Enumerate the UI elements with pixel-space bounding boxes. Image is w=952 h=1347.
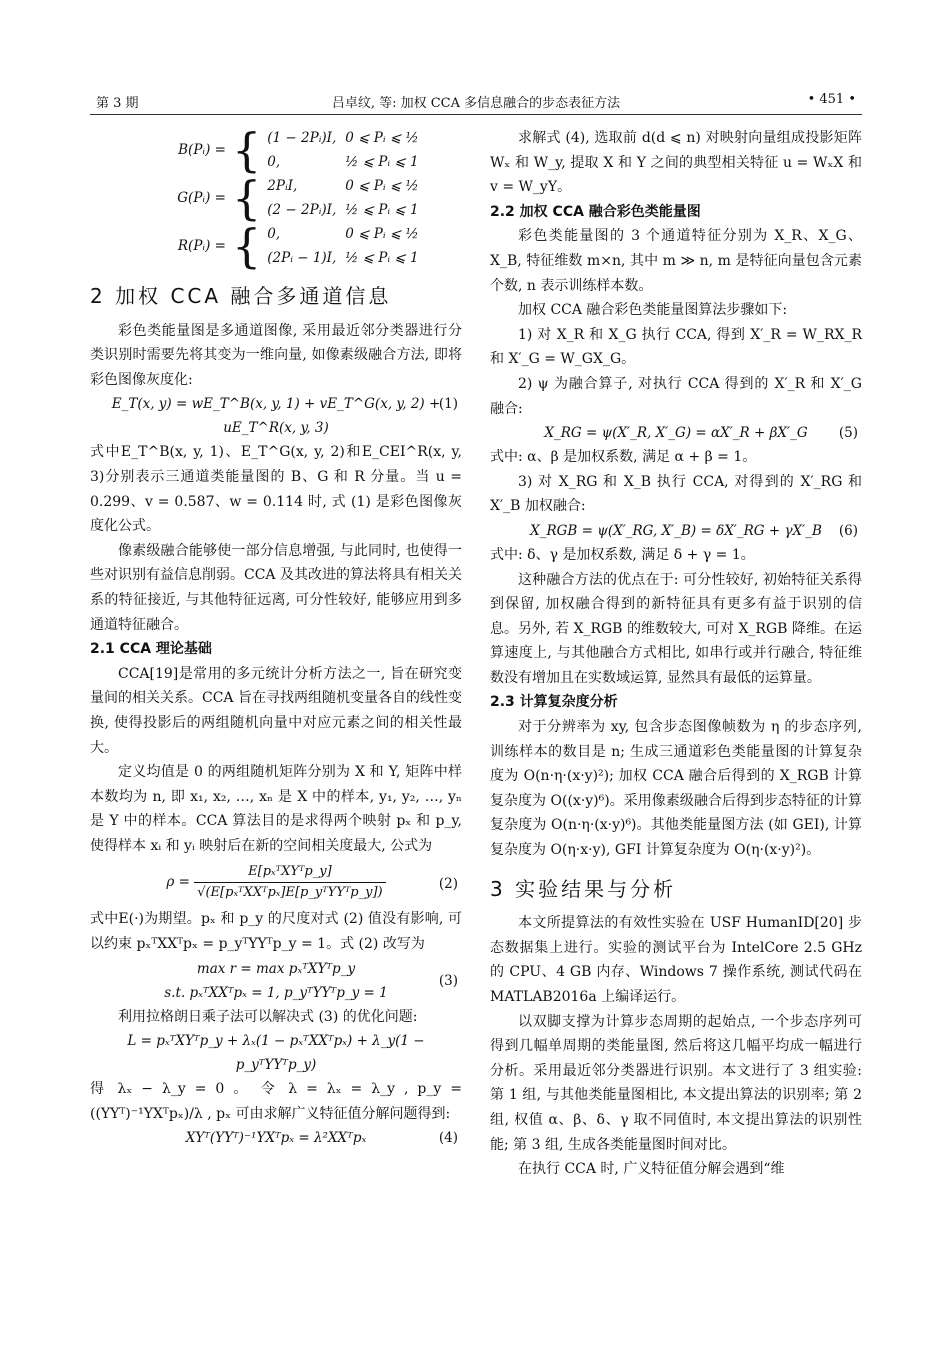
paragraph: 本文所提算法的有效性实验在 USF HumanID[20] 步态数据集上进行。实验的测试平台为 IntelCore 2.5 GHz 的 CPU、4 GB 内存、Windows 7 操作系统, 测试代码在 MATLAB2016a 上编译运行。 [490, 915, 862, 1005]
section-3-title: 3 实验结果与分析 [490, 876, 677, 901]
paragraph: 定义均值是 0 的两组随机矩阵分别为 X 和 Y, 矩阵中样本数均为 n, 即 x₁, x₂, …, xₙ 是 X 中的样本, y₁, y₂, …, yₙ 是 Y 中的样本。CCA 算法目的是求得两个映射 pₓ 和 p_y, 使得样本 xᵢ 和 yᵢ 映射后在新的空间相关度最大, 公式为 [90, 764, 462, 854]
equation-1: E_T(x, y) = wE_T^B(x, y, 1) + vE_T^G(x, y, 2) + uE_T^R(x, y, 3) (1) [111, 396, 458, 437]
paragraph: 得 λₓ − λ_y = 0 。 令 λ = λₓ = λ_y , p_y = ((YYᵀ)⁻¹YXᵀpₓ)/λ , pₓ 可由求解广义特征值分解问题得到: [90, 1081, 462, 1122]
paragraph: 3) 对 X_RG 和 X_B 执行 CCA, 对得到的 X′_RG 和 X′_B 加权融合: [490, 473, 862, 515]
equation-3: max r = max pₓᵀXYᵀp_y s.t. pₓᵀXXᵀpₓ = 1, p_yᵀYYᵀp_y = 1 (3) [164, 960, 458, 1001]
equation-2: ρ = $\frac{\text{E[pₓᵀXYᵀp\_y]}}{\text{√(E[pₓᵀXXᵀpₓ]E[p\_yᵀYYᵀp\_y])}}$ (2) [166, 864, 458, 901]
piecewise-R: R(Pᵢ) = { 0, 0 ⩽ Pᵢ ⩽ ½ (2Pᵢ − 1)I, ½ ⩽ Pᵢ ⩽ 1 [177, 219, 419, 273]
paragraph: 以双脚支撑为计算步态周期的起始点, 一个步态序列可得到几幅单周期的类能量图, 然后将这几幅平均成一幅进行分析。采用最近邻分类器进行识别。本文进行了 3 组实验: 第 1 组, 与其他类能量图相比, 本文提出算法的识别率; 第 2 组, 权值 α、β、δ、γ 取不同值时, 本文提出算法的识别性能; 第 3 组, 生成各类能量图时间对比。 [490, 1013, 862, 1153]
piecewise-B: B(Pᵢ) = { (1 − 2Pᵢ)I, 0 ⩽ Pᵢ ⩽ ½ 0, ½ ⩽ Pᵢ ⩽ 1 [178, 123, 419, 177]
equation-6: X_RGB = ψ(X′_RG, X′_B) = δX′_RG + γX′_B (6) [530, 522, 858, 539]
piecewise-G: G(Pᵢ) = { 2PᵢI, 0 ⩽ Pᵢ ⩽ ½ (2 − 2Pᵢ)I, ½ ⩽ Pᵢ ⩽ 1 [177, 171, 419, 225]
paragraph: 式中E_T^B(x, y, 1)、E_T^G(x, y, 2)和E_CEI^R(x, y, 3)分别表示三通道类能量图的 B、G 和 R 分量。当 u = 0.299、v = 0.587、w = 0.114 时, 式 (1) 是彩色图像灰度化公式。 [90, 444, 462, 535]
paragraph: CCA[19]是常用的多元统计分析方法之一, 旨在研究变量间的相关关系。CCA 旨在寻找两组随机变量各自的线性变换, 使得投影后的两组随机向量中对应元素之间的相关性最大。 [90, 665, 462, 756]
page-number: • 451 • [807, 92, 856, 107]
paragraph: 对于分辨率为 xy, 包含步态图像帧数为 η 的步态序列, 训练样本的数目是 n; 生成三通道彩色类能量图的计算复杂度为 O(n·η·(x·y)²); 加权 CCA 融合后得到的 X_RGB 计算复杂度为 O((x·y)⁶)。采用像素级融合后得到步态特征的计算复杂度为 O(n·η·(x·y)⁶)。其他类能量图方法 (如 GEI), 计算复杂度为 O(η·x·y), GFI 计算复杂度为 O(η·(x·y)²)。 [490, 719, 862, 859]
paragraph: 利用拉格朗日乘子法可以解决式 (3) 的优化问题: [118, 1008, 418, 1025]
issue-number: 第 3 期 [96, 96, 139, 111]
running-title: 吕卓纹, 等: 加权 CCA 多信息融合的步态表征方法 [331, 96, 621, 111]
paragraph: 式中: δ、γ 是加权系数, 满足 δ + γ = 1。 [490, 546, 755, 563]
left-column [90, 123, 462, 1150]
section-2-2-title: 2.2 加权 CCA 融合彩色类能量图 [490, 203, 701, 220]
paragraph: 式中E(·)为期望。pₓ 和 p_y 的尺度对式 (2) 值没有影响, 可以约束 pₓᵀXXᵀpₓ = p_yᵀYYᵀp_y = 1。式 (2) 改写为 [90, 911, 462, 953]
equation-lagrangian: L = pₓᵀXYᵀp_y + λₓ(1 − pₓᵀXXᵀpₓ) + λ_y(1 − p_yᵀYYᵀp_y) [127, 1033, 425, 1074]
paragraph: 2) ψ 为融合算子, 对执行 CCA 得到的 X′_R 和 X′_G 融合: [490, 375, 862, 417]
running-header [90, 92, 862, 115]
paragraph: 像素级融合能够使一部分信息增强, 与此同时, 也使得一些对识别有益信息削弱。CCA 及其改进的算法将具有相关关系的特征接近, 与其他特征远离, 可分性较好, 能够应用到多通道特征融合。 [90, 542, 462, 633]
paragraph: 1) 对 X_R 和 X_G 执行 CCA, 得到 X′_R = W_RX_R 和 X′_G = W_GX_G。 [490, 326, 862, 368]
paragraph: 彩色类能量图是多通道图像, 采用最近邻分类器进行分类识别时需要先将其变为一维向量, 如像素级融合方法, 即将彩色图像灰度化: [90, 322, 462, 388]
paragraph: 式中: α、β 是加权系数, 满足 α + β = 1。 [490, 449, 757, 466]
paragraph: 加权 CCA 融合彩色类能量图算法步骤如下: [518, 302, 788, 319]
section-2-1-title: 2.1 CCA 理论基础 [90, 641, 212, 658]
section-2-title: 2 加权 CCA 融合多通道信息 [90, 284, 392, 308]
paragraph: 这种融合方法的优点在于: 可分性较好, 初始特征关系得到保留, 加权融合得到的新特征具有更多有益于识别的信息。另外, 若 X_RGB 的维数较大, 可对 X_RGB 降维。在运算速度上, 与其他融合方式相比, 如串行或并行融合, 特征维数没有增加且在实数域运算, 显然具有最低的运算量。 [490, 571, 862, 686]
paragraph: 在执行 CCA 时, 广义特征值分解会遇到“维 [518, 1161, 785, 1178]
paragraph: 求解式 (4), 选取前 d(d ⩽ n) 对映射向量组成投影矩阵 Wₓ 和 W_y, 提取 X 和 Y 之间的典型相关特征 u = WₓX 和 v = W_yY。 [490, 130, 862, 196]
equation-5: X_RG = ψ(X′_R, X′_G) = αX′_R + βX′_G (5) [544, 425, 858, 442]
equation-4: XYᵀ(YYᵀ)⁻¹YXᵀpₓ = λ²XXᵀpₓ (4) [185, 1130, 458, 1147]
paragraph: 彩色类能量图的 3 个通道特征分别为 X_R、X_G、X_B, 特征维数 m×n, 其中 m ≫ n, m 是特征向量包含元素个数, n 表示训练样本数。 [490, 228, 862, 294]
section-2-3-title: 2.3 计算复杂度分析 [490, 694, 618, 711]
right-column [490, 126, 862, 1182]
